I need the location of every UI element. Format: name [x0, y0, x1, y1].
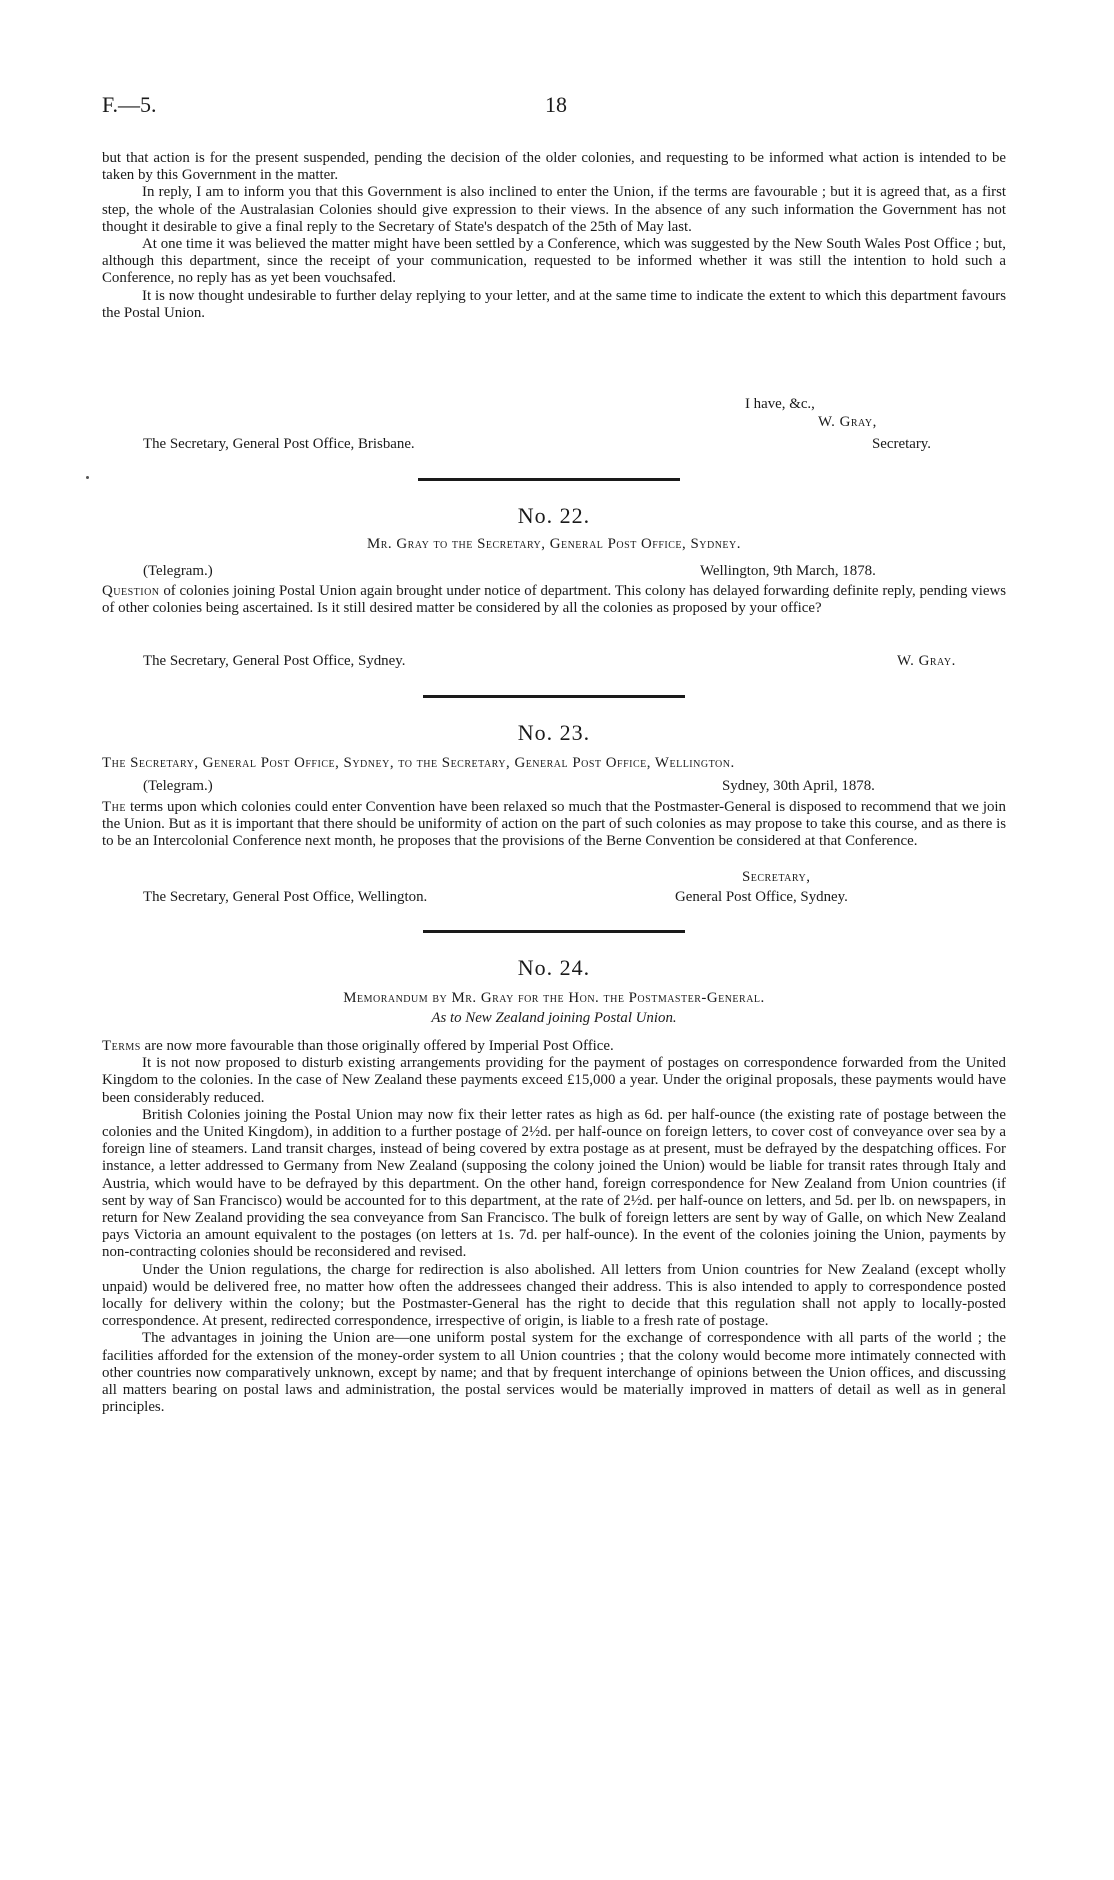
letter-signature: W. Gray,: [818, 414, 877, 430]
section-subtitle-22: Mr. Gray to the Secretary, General Post Office, Sydney.: [367, 536, 741, 552]
letter-paragraph: At one time it was believed the matter might have been settled by a Conference, which was suggested by the New South Wales Post Office ; but, although this department, since the receipt of your communication, requested to be informed whether it was still the intention to hold such a Conference, no reply has as yet been vouchsafed.: [102, 236, 1006, 287]
lead-word: The: [102, 799, 126, 815]
sign-office-23: General Post Office, Sydney.: [675, 889, 848, 905]
lead-word: Question: [102, 583, 160, 599]
telegram-body-23: [102, 799, 1006, 851]
section-subtitle-23: The Secretary, General Post Office, Sydney, to the Secretary, General Post Office, Wellington.: [102, 755, 735, 771]
memo-paragraph: Under the Union regulations, the charge for redirection is also abolished. All letters from Union countries for New Zealand (except wholly unpaid) would be delivered free, no matter how often the addressees changed their address. This is also intended to apply to correspondence posted locally for delivery within the colony; but the Postmaster-General has the right to decide that this regulation shall not apply to locally-posted correspondence. At present, redirected correspondence, irrespective of origin, is liable to a fresh rate of postage.: [102, 1261, 1006, 1330]
letter-paragraph: but that action is for the present suspended, pending the decision of the older colonies, and requesting to be informed what action is intended to be taken by this Government in the matter.: [102, 150, 1006, 184]
dateline-22: Wellington, 9th March, 1878.: [700, 563, 876, 579]
letter-closing: I have, &c.,: [745, 396, 815, 412]
addressee-22: The Secretary, General Post Office, Sydney.: [143, 653, 406, 669]
section-subtitle-24: Memorandum by Mr. Gray for the Hon. the Postmaster-General.: [343, 990, 765, 1006]
telegram-text: of colonies joining Postal Union again brought under notice of department. This colony has delayed forwarding definite reply, pending views of other colonies being ascertained. Is it still desired matter be considered by all the colonies as proposed by your office?: [102, 583, 1006, 617]
telegram-body-22: [102, 583, 1006, 617]
page-number: 18: [545, 92, 567, 117]
telegram-label: (Telegram.): [143, 778, 213, 794]
lead-word: Terms: [102, 1038, 141, 1054]
dateline-23: Sydney, 30th April, 1878.: [722, 778, 875, 794]
letter-signatory-title: Secretary.: [872, 436, 931, 452]
letter-body: [102, 150, 1006, 322]
signature-22: W. Gray.: [897, 653, 956, 669]
section-title-24: No. 24.: [517, 955, 591, 980]
letter-paragraph: In reply, I am to inform you that this Government is also inclined to enter the Union, if the terms are favourable ; but it is agreed that, as a first step, the whole of the Australasian Colonies should give expression to their views. In the absence of any such information the Government has not thought it desirable to give a final reply to the Secretary of State's despatch of the 25th of May last.: [102, 184, 1006, 235]
memo-paragraph: The advantages in joining the Union are—one uniform postal system for the exchange of correspondence with all parts of the world ; the facilities afforded for the extension of the money-order system to all Union countries ; that the colony would become more intimately connected with other countries now comparatively unknown, except by name; and that by frequent interchange of opinions between the Union offices, and discussing all matters bearing on postal laws and administration, the postal services would be materially improved in matters of detail as well as in general principles.: [102, 1330, 1006, 1416]
telegram-text: terms upon which colonies could enter Convention have been relaxed so much that the Postmaster-General is disposed to recommend that we join the Union. But as it is important that there should be uniformity of action on the part of such colonies as may propose to take this course, and as there is to be an Intercolonial Conference next month, he proposes that the provisions of the Berne Convention be considered at that Conference.: [102, 799, 1006, 850]
section-divider: [418, 478, 680, 481]
letter-addressee: The Secretary, General Post Office, Brisbane.: [143, 436, 415, 452]
section-title-22: No. 22.: [517, 503, 591, 528]
memo-paragraph: British Colonies joining the Postal Union may now fix their letter rates as high as 6d. per half-ounce (the existing rate of postage between the colonies and the United Kingdom), in addition to a further postage of 2½d. per half-ounce on foreign letters, to cover cost of conveyance over sea by a foreign line of steamers. Land transit charges, instead of being covered by extra postage as at present, must be defrayed by the despatching offices. For instance, a letter addressed to Germany from New Zealand (supposing the colony joined the Union) would be liable for transit rates through Italy and Austria, which would have to be defrayed by this department. On the other hand, foreign correspondence for New Zealand from Union countries (if sent by way of San Francisco) would be accounted for to this department, at the rate of 2½d. per half-ounce on letters, and 5d. per lb. on newspapers, in return for New Zealand providing the sea conveyance from San Francisco. The bulk of foreign letters are sent by way of Galle, on which New Zealand pays Victoria an amount equivalent to the postages (on letters at 1s. 7d. per half-ounce). In the event of the colonies joining the Union, payments by non-contracting colonies should be reconsidered and revised.: [102, 1106, 1006, 1261]
section-divider: [423, 695, 685, 698]
memo-first-line: are now more favourable than those originally offered by Imperial Post Office.: [140, 1038, 614, 1054]
addressee-23: The Secretary, General Post Office, Wellington.: [143, 889, 428, 905]
section-divider: [423, 930, 685, 933]
telegram-label: (Telegram.): [143, 563, 213, 579]
memo-paragraph: It is not now proposed to disturb existing arrangements providing for the payment of postages on correspondence forwarded from the United Kingdom to the colonies. In the case of New Zealand these payments exceed £15,000 a year. Under the original proposals, these payments would have been considerably reduced.: [102, 1055, 1006, 1106]
section-title-23: No. 23.: [517, 720, 591, 745]
letter-paragraph: It is now thought undesirable to further delay replying to your letter, and at the same time to indicate the extent to which this department favours the Postal Union.: [102, 287, 1006, 321]
document-reference: F.—5.: [102, 92, 157, 117]
sign-title-23: Secretary,: [742, 869, 811, 885]
memo-subject: As to New Zealand joining Postal Union.: [431, 1010, 677, 1026]
margin-mark: [86, 476, 89, 479]
memo-body: [102, 1038, 1006, 1416]
